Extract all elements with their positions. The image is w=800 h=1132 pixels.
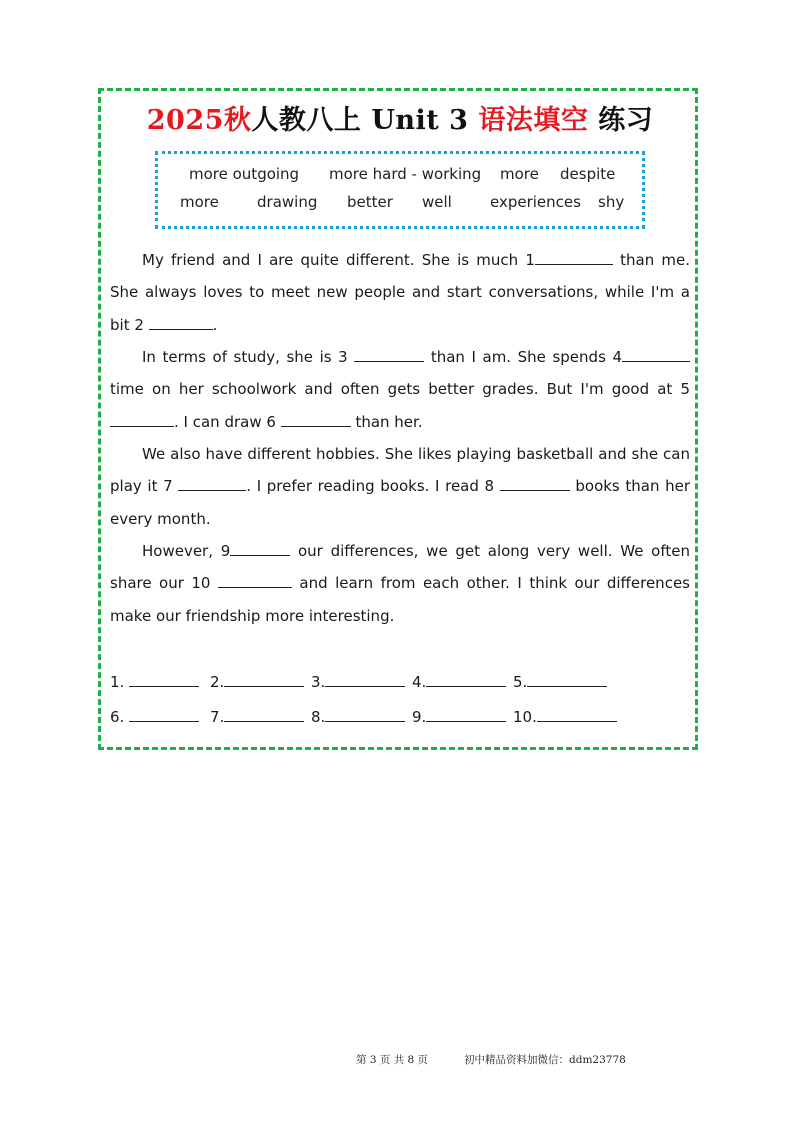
answer-number: 9. xyxy=(412,708,427,726)
answer-number: 10. xyxy=(513,708,537,726)
word-bank-item: well xyxy=(422,193,452,211)
passage-paragraph-3 xyxy=(110,438,690,535)
word-bank-item: more hard - working xyxy=(329,165,482,183)
blank-9[interactable] xyxy=(230,539,290,556)
answer-number: 5. xyxy=(513,673,528,691)
word-bank-box xyxy=(155,151,645,229)
word-bank-item: more xyxy=(500,165,539,183)
answer-line-9[interactable] xyxy=(426,705,506,722)
answer-line-2[interactable] xyxy=(224,670,304,687)
title-practice: 练习 xyxy=(588,105,654,136)
passage-text: My friend and I are quite different. She is much 1 xyxy=(142,251,535,269)
answer-number: 6. xyxy=(110,708,125,726)
passage-paragraph-4 xyxy=(110,535,690,632)
blank-7[interactable] xyxy=(178,474,246,491)
passage-text: books than her every month. xyxy=(110,477,691,528)
title-exercise-type: 语法填空 xyxy=(478,105,589,136)
passage-text: than me. She always loves to meet new people and start conversations, while I'm a bit 2 xyxy=(110,251,690,334)
passage-paragraph-1 xyxy=(110,244,690,341)
blank-3[interactable] xyxy=(354,345,424,362)
word-bank-item: more outgoing xyxy=(189,165,300,183)
passage-text: We also have different hobbies. She likes playing basketball and she can play it 7 xyxy=(110,445,690,496)
passage-text: . I prefer reading books. I read 8 xyxy=(246,477,500,496)
blank-2[interactable] xyxy=(149,313,213,330)
answer-number: 2. xyxy=(210,673,225,691)
passage-text: time on her schoolwork and often gets better grades. But I'm good at 5 xyxy=(110,380,690,399)
word-bank-item: experiences xyxy=(490,193,581,211)
answer-number: 4. xyxy=(412,673,427,691)
answer-line-6[interactable] xyxy=(129,705,199,722)
page-number: 第 3 页 共 8 页 xyxy=(356,1054,429,1066)
word-bank-item: shy xyxy=(598,193,625,211)
blank-5[interactable] xyxy=(110,410,174,427)
blank-1[interactable] xyxy=(535,248,613,265)
passage-text: However, 9 xyxy=(142,542,231,560)
blank-8[interactable] xyxy=(500,474,570,491)
worksheet-title xyxy=(0,98,800,137)
answer-number: 1. xyxy=(110,673,125,691)
blank-6[interactable] xyxy=(281,410,351,427)
answer-number: 8. xyxy=(311,708,326,726)
answer-line-3[interactable] xyxy=(325,670,405,687)
answer-number: 7. xyxy=(210,708,225,726)
word-bank-item: drawing xyxy=(257,193,318,211)
passage-text: . I can draw 6 xyxy=(174,412,281,431)
word-bank-item: despite xyxy=(560,165,616,183)
passage-text: than her. xyxy=(350,412,423,431)
passage-paragraph-2 xyxy=(110,341,690,438)
answer-line-5[interactable] xyxy=(527,670,607,687)
answer-line-10[interactable] xyxy=(537,705,617,722)
contact-note: 初中精品资料加微信：ddm23778 xyxy=(464,1054,626,1066)
passage-text: than I am. She spends 4 xyxy=(424,348,622,366)
passage-text: and learn from each other. I think our differences make our friendship more interesting. xyxy=(110,574,690,625)
passage-text: . xyxy=(212,315,218,334)
answer-line-4[interactable] xyxy=(426,670,506,687)
answer-line-7[interactable] xyxy=(224,705,304,722)
title-textbook-unit: 人教八上 Unit 3 xyxy=(251,105,479,136)
word-bank-item: better xyxy=(347,193,393,211)
answer-number: 3. xyxy=(311,673,326,691)
passage-text: In terms of study, she is 3 xyxy=(142,348,355,366)
passage-text: our differences, we get along very well. We often share our 10 xyxy=(110,542,690,593)
blank-4[interactable] xyxy=(622,345,690,362)
title-year-season: 2025秋 xyxy=(146,105,252,136)
word-bank-item: more xyxy=(180,193,219,211)
answer-line-8[interactable] xyxy=(325,705,405,722)
blank-10[interactable] xyxy=(218,571,292,588)
answer-line-1[interactable] xyxy=(129,670,199,687)
